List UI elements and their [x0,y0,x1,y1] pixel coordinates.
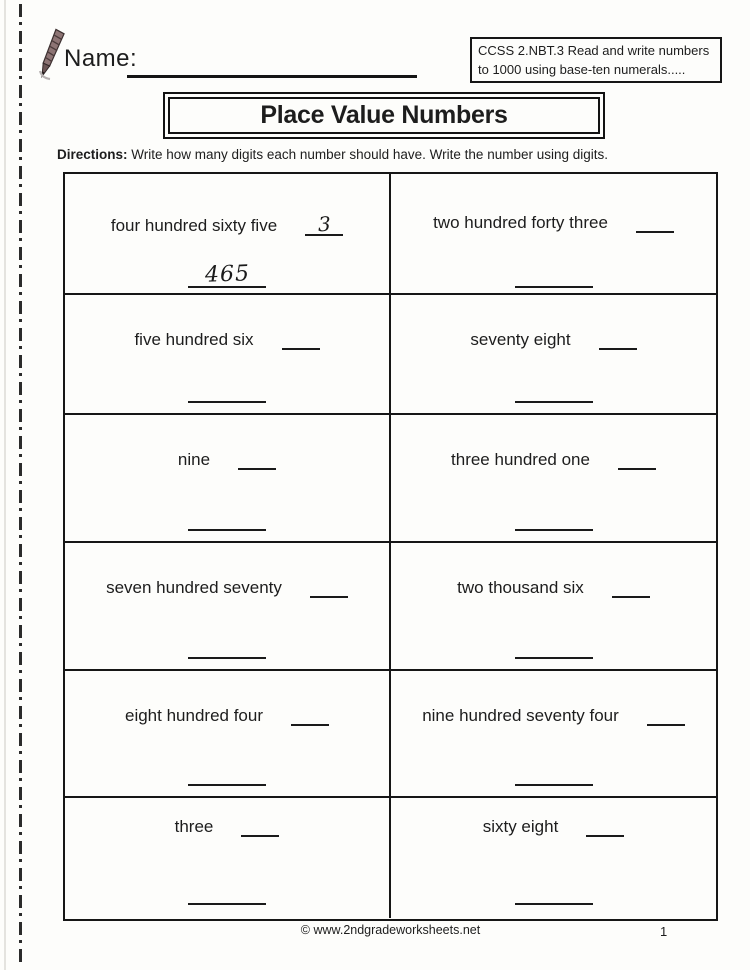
worksheet-cell [65,796,391,918]
number-word: two thousand six [457,578,584,598]
number-blank[interactable] [188,768,266,786]
number-word: four hundred sixty five [110,216,278,236]
worksheet-cell [65,174,391,293]
worksheet-cell [65,541,391,669]
title-box [163,92,605,139]
worksheet-cell [391,796,716,918]
worksheet-cell [65,669,391,796]
worksheet-cell [391,669,716,796]
binding-dash-line [19,4,22,966]
worksheet-table [63,172,718,921]
number-blank[interactable] [515,385,593,403]
number-word: five hundred six [134,330,254,350]
number-word: seven hundred seventy [106,578,282,598]
digits-blank[interactable] [282,331,320,350]
number-word: three [174,817,214,837]
worksheet-cell [391,293,716,413]
directions-label: Directions: [57,147,128,162]
standard-line2: to 1000 using base-ten numerals..... [478,61,686,77]
standard-line1: CCSS 2.NBT.3 Read and write numbers [478,43,710,58]
number-blank[interactable] [188,513,266,531]
number-blank[interactable] [515,641,593,659]
number-word: sixty eight [482,817,559,837]
worksheet-cell [65,413,391,541]
digits-answer: 3 [317,211,331,237]
number-answer: 465 [204,261,250,288]
digits-blank[interactable] [241,818,279,837]
digits-blank[interactable] [586,818,624,837]
number-blank[interactable] [188,887,266,905]
number-word: eight hundred four [125,706,263,726]
number-blank[interactable] [188,261,266,288]
quill-pen-icon [35,26,67,82]
number-word: seventy eight [470,330,571,350]
number-word: nine [177,450,211,470]
page-title: Place Value Numbers [168,97,600,134]
worksheet-cell [391,541,716,669]
digits-blank[interactable] [599,331,637,350]
digits-blank[interactable] [305,211,343,237]
number-word: three hundred one [451,450,590,470]
directions-text: Write how many digits each number should have. Write the number using digits. [127,147,609,162]
digits-blank[interactable] [618,451,656,470]
directions [57,147,608,162]
number-blank[interactable] [188,641,266,659]
number-word: nine hundred seventy four [422,706,619,726]
number-blank[interactable] [515,270,593,288]
page-number: 1 [660,924,668,939]
number-blank[interactable] [515,887,593,905]
footer-copyright: © www.2ndgradeworksheets.net [300,923,481,937]
name-label: Name: [64,45,138,72]
digits-blank[interactable] [612,579,650,598]
digits-blank[interactable] [310,579,348,598]
digits-blank[interactable] [636,214,674,233]
number-blank[interactable] [188,385,266,403]
digits-blank[interactable] [647,707,685,726]
number-word: two hundred forty three [433,213,608,233]
number-blank[interactable] [515,768,593,786]
worksheet-cell [391,174,716,293]
worksheet-cell [391,413,716,541]
name-input-line[interactable] [127,75,417,78]
page-edge-line [4,0,6,970]
digits-blank[interactable] [238,451,276,470]
standard-box [470,37,722,83]
digits-blank[interactable] [291,707,329,726]
worksheet-cell [65,293,391,413]
number-blank[interactable] [515,513,593,531]
